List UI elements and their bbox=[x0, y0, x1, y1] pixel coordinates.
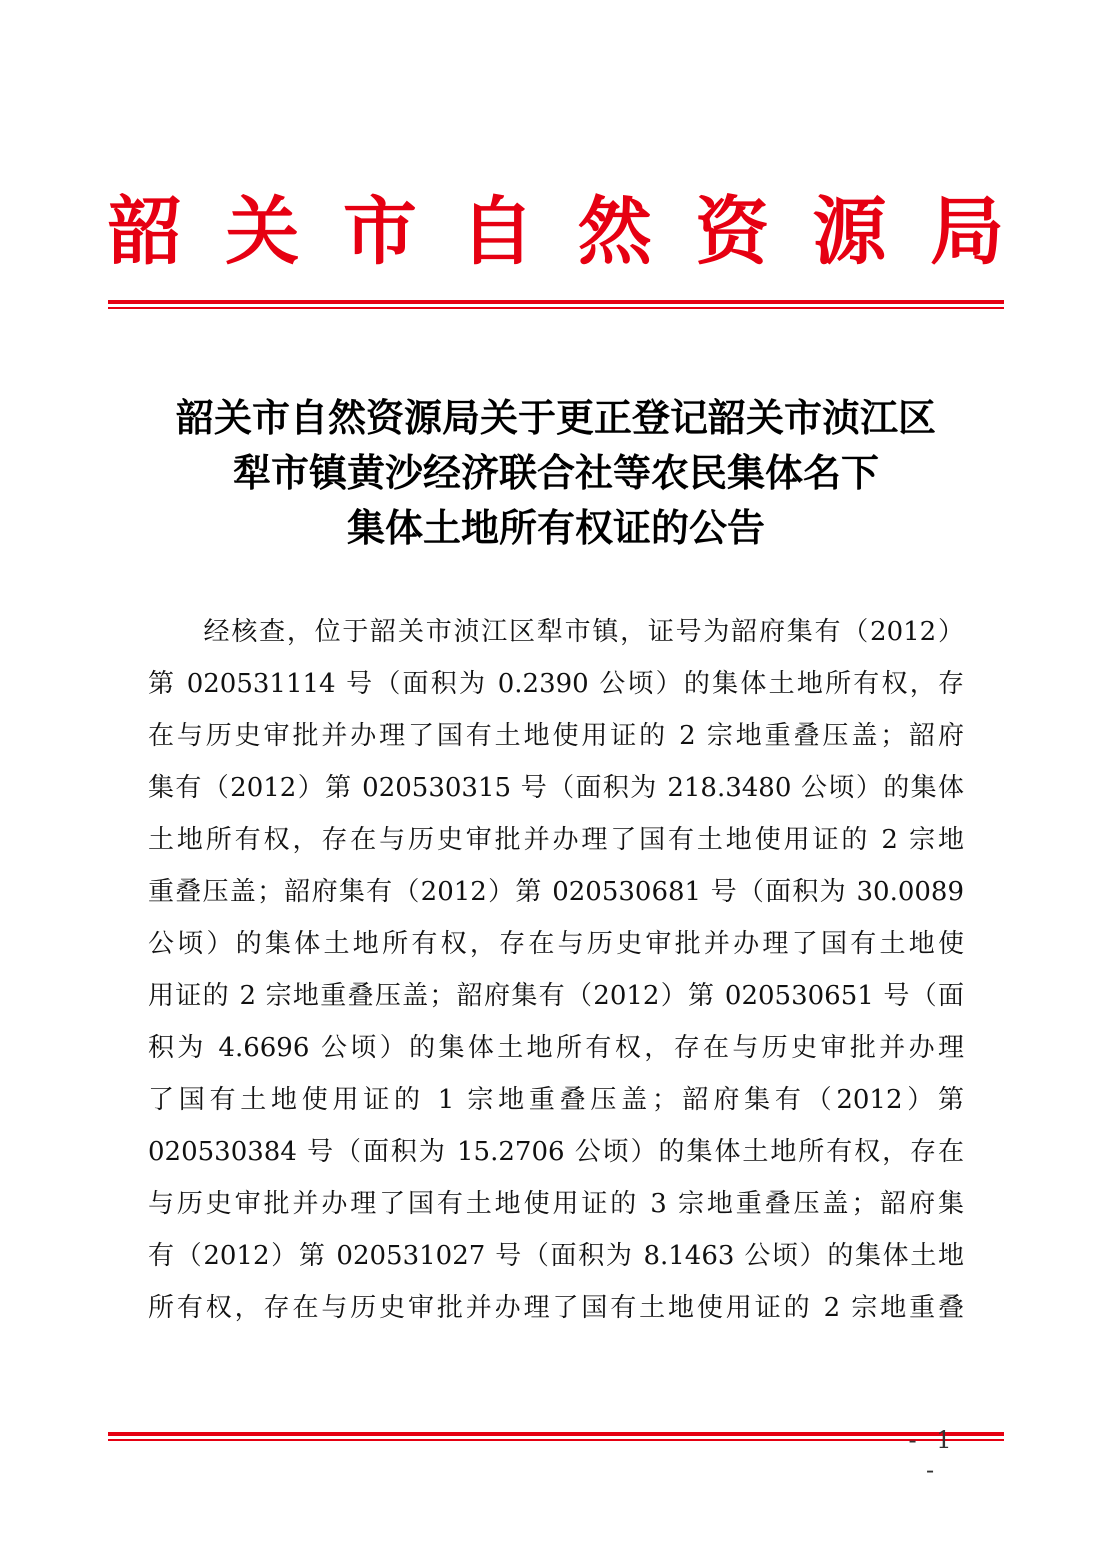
header-char: 市 bbox=[342, 189, 417, 275]
body-line: 了国有土地使用证的 1 宗地重叠压盖；韶府集有（2012）第 bbox=[148, 1085, 964, 1115]
body-line: 公顷）的集体土地所有权，存在与历史审批并办理了国有土地使 bbox=[148, 929, 964, 959]
footer-divider-thin bbox=[108, 1439, 1004, 1441]
body-line: 土地所有权，存在与历史审批并办理了国有土地使用证的 2 宗地 bbox=[148, 825, 964, 855]
title-line: 韶关市自然资源局关于更正登记韶关市浈江区 bbox=[175, 395, 936, 440]
header-divider-thin bbox=[108, 307, 1004, 309]
body-line: 在与历史审批并办理了国有土地使用证的 2 宗地重叠压盖；韶府 bbox=[148, 721, 964, 751]
header-char: 然 bbox=[577, 189, 652, 275]
title-line: 犁市镇黄沙经济联合社等农民集体名下 bbox=[232, 450, 879, 495]
body-line: 集有（2012）第 020530315 号（面积为 218.3480 公顷）的集体 bbox=[148, 773, 964, 803]
header-char: 自 bbox=[460, 189, 535, 275]
footer-divider-thick bbox=[108, 1432, 1004, 1436]
header-divider-thick bbox=[108, 300, 1004, 304]
body-line: 020530384 号（面积为 15.2706 公顷）的集体土地所有权，存在 bbox=[148, 1137, 964, 1167]
body-line: 经核查，位于韶关市浈江区犁市镇，证号为韶府集有（2012） bbox=[148, 617, 964, 647]
body-line: 所有权，存在与历史审批并办理了国有土地使用证的 2 宗地重叠 bbox=[148, 1293, 964, 1323]
notice-body bbox=[148, 606, 964, 1334]
header-char: 资 bbox=[695, 189, 770, 275]
issuing-authority-header bbox=[108, 186, 1004, 278]
header-char: 关 bbox=[225, 189, 300, 275]
title-line: 集体土地所有权证的公告 bbox=[346, 505, 765, 550]
body-line: 重叠压盖；韶府集有（2012）第 020530681 号（面积为 30.0089 bbox=[148, 877, 964, 907]
header-char: 韶 bbox=[108, 189, 182, 275]
body-line: 有（2012）第 020531027 号（面积为 8.1463 公顷）的集体土地 bbox=[148, 1241, 964, 1271]
body-line: 积为 4.6696 公顷）的集体土地所有权，存在与历史审批并办理 bbox=[148, 1033, 964, 1063]
body-line: 第 020531114 号（面积为 0.2390 公顷）的集体土地所有权，存 bbox=[148, 669, 964, 699]
header-char: 局 bbox=[929, 189, 1004, 275]
header-char: 源 bbox=[812, 189, 887, 275]
body-line: 用证的 2 宗地重叠压盖；韶府集有（2012）第 020530651 号（面 bbox=[148, 981, 964, 1011]
notice-title bbox=[108, 390, 1004, 555]
page-number: - 1 - bbox=[908, 1426, 958, 1484]
body-line: 与历史审批并办理了国有土地使用证的 3 宗地重叠压盖；韶府集 bbox=[148, 1189, 964, 1219]
